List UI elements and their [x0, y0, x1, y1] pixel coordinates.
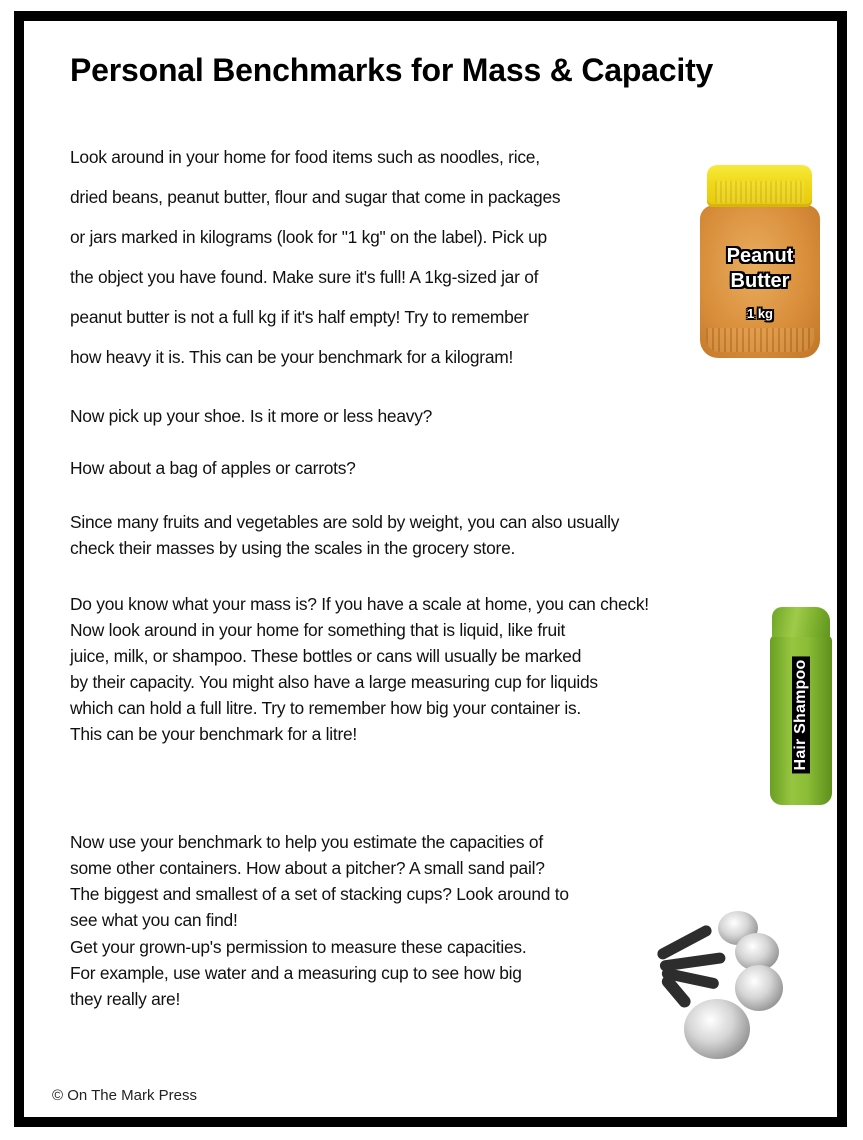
- paragraph-grocery-scales: [70, 509, 619, 561]
- paragraph-apples: [70, 455, 356, 481]
- text-line: juice, milk, or shampoo. These bottles or cans will usually be marked: [70, 646, 582, 666]
- text-line: or jars marked in kilograms (look for "1 kg" on the label). Pick up: [70, 227, 547, 247]
- jar-lid: [707, 165, 812, 207]
- text-line: Get your grown-up's permission to measure these capacities.: [70, 937, 527, 957]
- paragraph-kilogram-benchmark: [70, 137, 560, 377]
- text-line: peanut butter is not a full kg if it's half empty! Try to remember: [70, 307, 529, 327]
- page-title: Personal Benchmarks for Mass & Capacity: [70, 52, 714, 88]
- text-line: Do you know what your mass is? If you have a scale at home, you can check!: [70, 594, 649, 614]
- text-line: they really are!: [70, 989, 181, 1009]
- text-line: The biggest and smallest of a set of stacking cups? Look around to: [70, 884, 569, 904]
- text-line: Now pick up your shoe. Is it more or less heavy?: [70, 406, 433, 426]
- text-line: Now look around in your home for something that is liquid, like fruit: [70, 620, 566, 640]
- bottle-label: Hair Shampoo: [792, 657, 810, 774]
- text-line: Look around in your home for food items such as noodles, rice,: [70, 147, 540, 167]
- text-line: Since many fruits and vegetables are sold by weight, you can also usually: [70, 512, 620, 532]
- copyright-footer: © On The Mark Press: [52, 1087, 197, 1104]
- paragraph-litre-benchmark: [70, 591, 649, 747]
- text-line: some other containers. How about a pitcher? A small sand pail?: [70, 858, 545, 878]
- text-line: by their capacity. You might also have a large measuring cup for liquids: [70, 672, 598, 692]
- text-line: check their masses by using the scales in the grocery store.: [70, 538, 516, 558]
- measuring-cup-large: [735, 965, 783, 1011]
- measuring-cups-image: [650, 903, 780, 1063]
- shampoo-bottle-image: [770, 607, 832, 807]
- paragraph-estimate-capacities: [70, 829, 569, 933]
- jar-label-weight: 1 kg: [746, 306, 773, 321]
- text-line: For example, use water and a measuring cup to see how big: [70, 963, 522, 983]
- jar-label-butter: Butter: [730, 270, 790, 292]
- text-line: dried beans, peanut butter, flour and sugar that come in packages: [70, 187, 561, 207]
- text-line: see what you can find!: [70, 910, 238, 930]
- text-line: how heavy it is. This can be your benchmark for a kilogram!: [70, 347, 514, 367]
- paragraph-shoe: [70, 403, 432, 429]
- measuring-cup-largest: [684, 999, 750, 1059]
- text-line: How about a bag of apples or carrots?: [70, 458, 356, 478]
- text-line: This can be your benchmark for a litre!: [70, 724, 357, 744]
- text-line: Now use your benchmark to help you estimate the capacities of: [70, 832, 543, 852]
- paragraph-permission: [70, 934, 526, 1012]
- text-line: which can hold a full litre. Try to remember how big your container is.: [70, 698, 581, 718]
- bottle-cap: [772, 607, 830, 637]
- jar-label-peanut: Peanut: [726, 245, 794, 267]
- text-line: the object you have found. Make sure it's full! A 1kg-sized jar of: [70, 267, 539, 287]
- peanut-butter-jar-image: [700, 163, 820, 360]
